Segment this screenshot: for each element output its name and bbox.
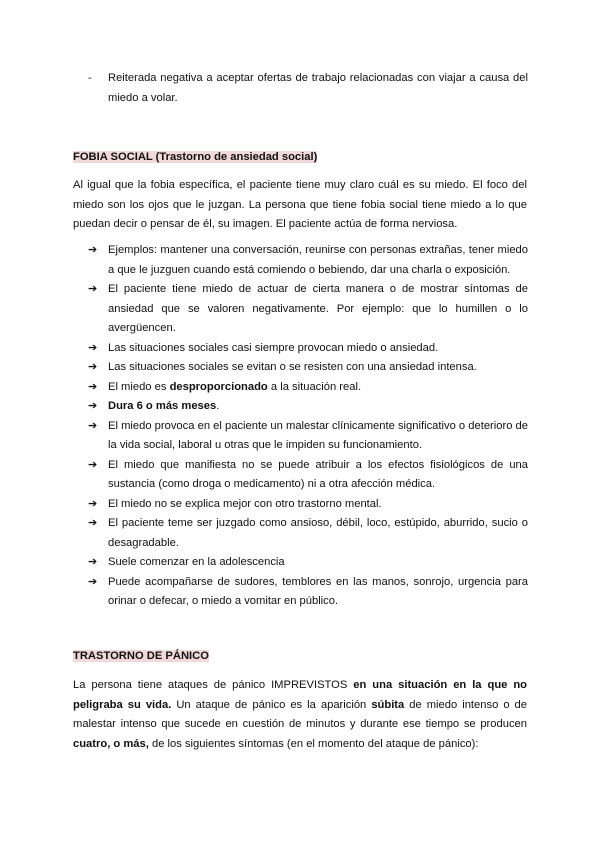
section-heading-panico: TRASTORNO DE PÁNICO [73,650,209,662]
list-item [88,553,528,573]
list-item-text: Ejemplos: mantener una conversación, reunirse con personas extrañas, tener miedo a que le juzguen cuando está comiendo o bebiendo, dar una charla o exposición. [108,244,528,276]
list-item-text: El miedo no se explica mejor con otro trastorno mental. [108,497,382,510]
list-item-text: El paciente teme ser juzgado como ansioso, débil, loco, estúpido, aburrido, sucio o desagradable. [108,517,528,549]
arrow-icon: ➔ [88,575,98,588]
list-item-text: Reiterada negativa a aceptar ofertas de trabajo relacionadas con viajar a causa del miedo a volar. [108,72,528,104]
arrow-icon: ➔ [88,419,98,432]
list-item-text: Puede acompañarse de sudores, temblores en las manos, sonrojo, urgencia para orinar o defecar, o miedo a vomitar en público. [108,575,528,607]
list-item-text: El miedo que manifiesta no se puede atribuir a los efectos fisiológicos de una sustancia (como droga o medicamento) ni a otra afección médica. [108,458,528,490]
arrow-icon: ➔ [88,458,98,471]
arrow-icon: ➔ [88,283,98,295]
panico-paragraph: La persona tiene ataques de pánico IMPREVISTOS en una situación en la que no peligraba su vida. Un ataque de pánico es la aparición súbita de miedo intenso o de malestar intenso que sucede en cuestión de minutos y durante ese tiempo se producen cuatro, o más, de los siguientes síntomas (en el momento del ataque de pánico): [73,679,527,750]
list-item-text: El paciente tiene miedo de actuar de cierta manera o de mostrar síntomas de ansiedad que se valoren negativamente. Por ejemplo: que lo humillen o lo avergüencen. [108,283,528,334]
arrow-icon: ➔ [88,556,98,568]
list-item [88,397,528,417]
list-item [88,358,528,378]
list-item-text: a la situación real. [267,380,362,393]
list-item-text: El miedo es [108,380,170,393]
arrow-icon: ➔ [88,497,98,510]
list-item-text: Las situaciones sociales casi siempre provocan miedo o ansiedad. [108,341,439,354]
arrow-icon: ➔ [88,244,98,256]
arrow-icon: ➔ [88,341,98,354]
arrow-icon: ➔ [88,400,98,412]
list-item [88,241,528,280]
arrow-icon: ➔ [88,361,98,373]
symptom-list [88,241,528,612]
list-item [88,378,528,398]
bold-text: Dura 6 o más meses [108,400,217,412]
section-heading-fobia-social: FOBIA SOCIAL (Trastorno de ansiedad social) [73,151,318,163]
list-item [88,495,528,515]
list-item [88,573,528,612]
list-item-text: Las situaciones sociales se evitan o se resisten con una ansiedad intensa. [108,361,477,373]
list-item [88,514,528,553]
bold-text: desproporcionado [169,380,268,393]
list-item-text: Suele comenzar en la adolescencia [108,556,285,568]
intro-paragraph: Al igual que la fobia específica, el paciente tiene muy claro cuál es su miedo. El foco del miedo son los ojos que le juzgan. La persona que tiene fobia social tiene miedo a lo que puedan decir o pensar de él, su imagen. El paciente actúa de forma nerviosa. [73,179,527,230]
list-item-text: El miedo provoca en el paciente un malestar clínicamente significativo o deterioro de la vida social, laboral u otras que le impiden su funcionamiento. [108,419,528,451]
arrow-icon: ➔ [88,517,98,529]
list-item [88,417,528,456]
list-item [88,456,528,495]
dash-marker: - [88,72,92,84]
arrow-icon: ➔ [88,380,98,393]
list-item [88,339,528,359]
list-item [88,69,528,108]
list-item [88,280,528,339]
list-item-text: . [216,400,220,412]
